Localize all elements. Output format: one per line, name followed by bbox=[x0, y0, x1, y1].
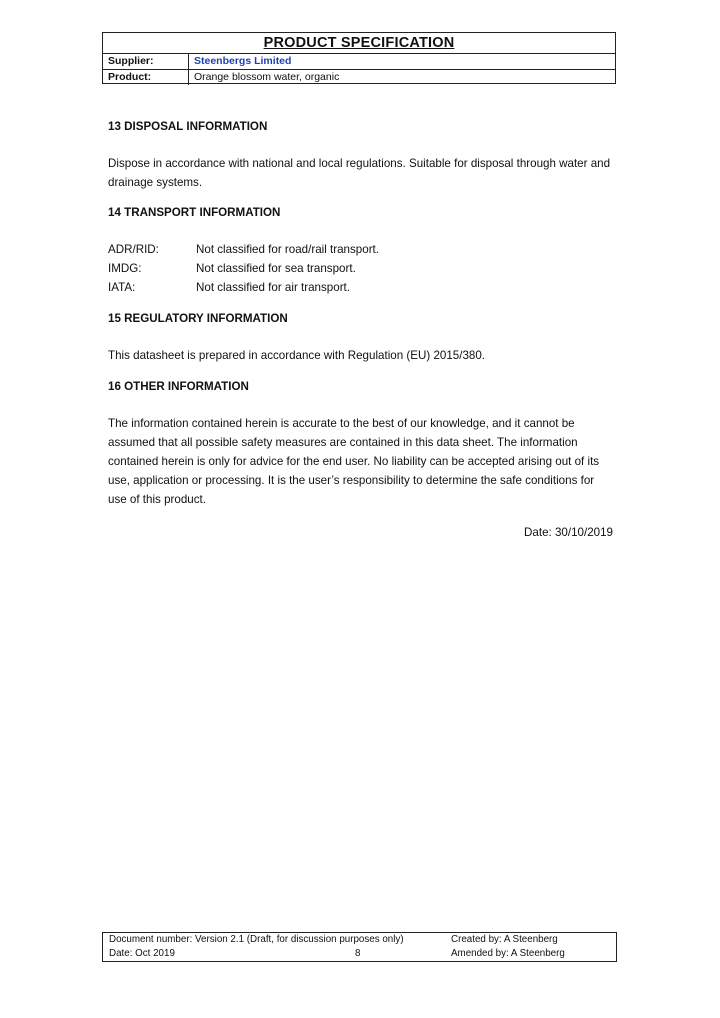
transport-code: ADR/RID: bbox=[108, 243, 159, 256]
regulatory-text: This datasheet is prepared in accordance with Regulation (EU) 2015/380. bbox=[108, 349, 486, 362]
disposal-heading: 13 DISPOSAL INFORMATION bbox=[108, 120, 268, 133]
document-footer bbox=[102, 932, 617, 962]
page-number: 8 bbox=[355, 948, 361, 959]
page-title: PRODUCT SPECIFICATION bbox=[103, 33, 615, 54]
transport-heading: 14 TRANSPORT INFORMATION bbox=[108, 206, 281, 219]
transport-row-road bbox=[108, 240, 613, 259]
transport-code: IATA: bbox=[108, 281, 136, 294]
transport-text: Not classified for sea transport. bbox=[196, 262, 356, 275]
product-label: Product: bbox=[103, 70, 189, 85]
footer-date-cell bbox=[103, 947, 446, 961]
other-heading: 16 OTHER INFORMATION bbox=[108, 380, 249, 393]
transport-code: IMDG: bbox=[108, 262, 142, 275]
supplier-value: Steenbergs Limited bbox=[194, 55, 292, 67]
transport-text: Not classified for road/rail transport. bbox=[196, 243, 379, 256]
disposal-text: Dispose in accordance with national and local regulations. Suitable for disposal through water and drainage systems. bbox=[108, 157, 611, 189]
transport-row-air bbox=[108, 278, 613, 297]
footer-date: Date: Oct 2019 bbox=[109, 948, 175, 959]
transport-text: Not classified for air transport. bbox=[196, 281, 350, 294]
document-number: Document number: Version 2.1 (Draft, for discussion purposes only) bbox=[109, 934, 404, 945]
document-body bbox=[108, 117, 613, 542]
other-text: The information contained herein is accurate to the best of our knowledge, and it cannot be assumed that all possible safety measures are contained in this data sheet. The information contained herein is only for advice for the end user. No liability can be accepted arising out of its use, application or processing. It is the user’s responsibility to determine the safe conditions for use of this product. bbox=[108, 417, 600, 506]
regulatory-heading: 15 REGULATORY INFORMATION bbox=[108, 312, 288, 325]
amended-by: Amended by: A Steenberg bbox=[451, 948, 565, 959]
transport-row-sea bbox=[108, 259, 613, 278]
spec-header bbox=[102, 32, 616, 84]
document-date: Date: 30/10/2019 bbox=[524, 526, 613, 539]
product-value: Orange blossom water, organic bbox=[194, 71, 340, 83]
footer-row-top bbox=[103, 933, 616, 947]
footer-row-bottom bbox=[103, 947, 616, 961]
supplier-row bbox=[103, 54, 615, 69]
product-row bbox=[103, 69, 615, 85]
created-by: Created by: A Steenberg bbox=[451, 934, 558, 945]
supplier-label: Supplier: bbox=[103, 54, 189, 69]
